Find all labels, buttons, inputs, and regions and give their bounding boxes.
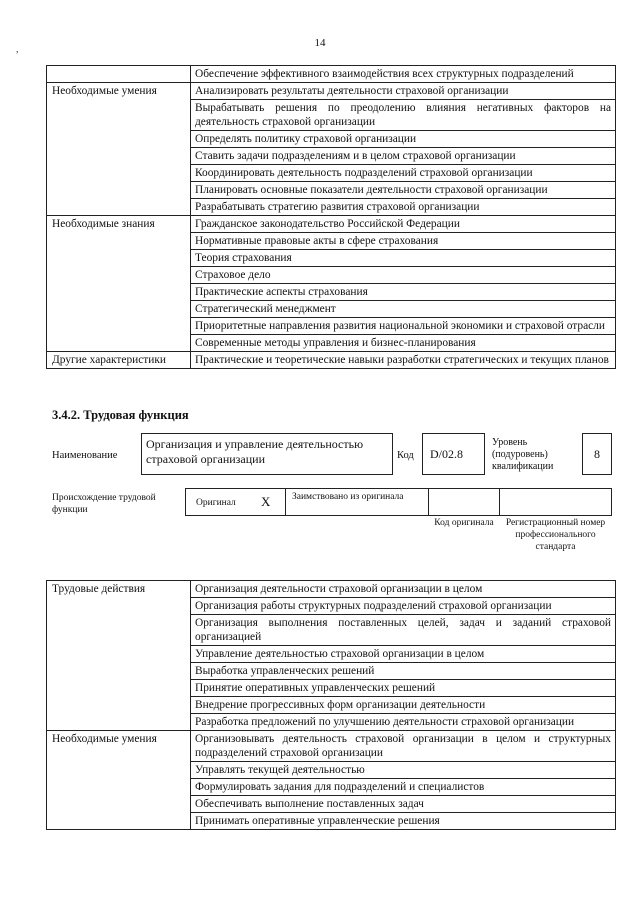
- table-row: [47, 731, 616, 762]
- row-item: Вырабатывать решения по преодолению влияния негативных факторов на деятельность страховой организации: [191, 100, 616, 131]
- page-number: 14: [314, 37, 326, 49]
- code-original-label: Код оригинала: [434, 518, 494, 528]
- table-row: [47, 216, 616, 233]
- row-item: Нормативные правовые акты в сфере страхования: [191, 233, 616, 250]
- row-item: Выработка управленческих решений: [191, 663, 616, 680]
- row-item: Определять политику страховой организации: [191, 131, 616, 148]
- row-item: Современные методы управления и бизнес-планирования: [191, 335, 616, 352]
- reg-number-label: Регистрационный номер профессионального стандарта: [505, 518, 606, 552]
- row-item: Принятие оперативных управленческих решений: [191, 680, 616, 697]
- level-value: 8: [594, 447, 600, 461]
- name-label: Наименование: [52, 450, 118, 461]
- code-box: [422, 433, 485, 475]
- row-item: Анализировать результаты деятельности страховой организации: [191, 83, 616, 100]
- original-mark: X: [261, 494, 271, 509]
- row-label: Необходимые умения: [47, 731, 191, 830]
- row-label: Трудовые действия: [47, 581, 191, 731]
- row-item: Обеспечивать выполнение поставленных задач: [191, 796, 616, 813]
- level-box: [582, 433, 612, 475]
- row-item: Организовывать деятельность страховой организации в целом и структурных подразделений страховой организации: [191, 731, 616, 762]
- row-item: Организация работы структурных подразделений страховой организации: [191, 598, 616, 615]
- table-row: [47, 66, 616, 83]
- row-item: Управлять текущей деятельностью: [191, 762, 616, 779]
- section-title: 3.4.2. Трудовая функция: [52, 408, 189, 422]
- reg-number-box: [499, 488, 612, 516]
- labor-actions-table: [46, 580, 616, 830]
- row-item: Планировать основные показатели деятельности страховой организации: [191, 182, 616, 199]
- row-item: Формулировать задания для подразделений и специалистов: [191, 779, 616, 796]
- function-name-box: [141, 433, 393, 475]
- row-item: Гражданское законодательство Российской Федерации: [191, 216, 616, 233]
- row-item: Организация выполнения поставленных целей, задач и заданий страховой организацией: [191, 615, 616, 646]
- borrowed-box: [285, 488, 429, 516]
- table-row: [47, 83, 616, 100]
- row-label: Необходимые знания: [47, 216, 191, 352]
- row-item: Ставить задачи подразделениям и в целом страховой организации: [191, 148, 616, 165]
- row-item: Страховое дело: [191, 267, 616, 284]
- row-item: Координировать деятельность подразделений страховой организации: [191, 165, 616, 182]
- origin-label: Происхождение трудовой функции: [52, 493, 156, 515]
- row-label: Другие характеристики: [47, 352, 191, 369]
- row-item: Практические аспекты страхования: [191, 284, 616, 301]
- code-original-box: [428, 488, 500, 516]
- code-value: D/02.8: [430, 447, 463, 461]
- table-row: [47, 352, 616, 369]
- row-item: Стратегический менеджмент: [191, 301, 616, 318]
- row-label: Необходимые умения: [47, 83, 191, 216]
- function-name-value: Организация и управление деятельностью страховой организации: [146, 437, 364, 466]
- code-label: Код: [397, 450, 414, 461]
- row-label: [47, 66, 191, 83]
- original-label: Оригинал: [196, 498, 236, 508]
- row-item: Приоритетные направления развития национальной экономики и страховой отрасли: [191, 318, 616, 335]
- row-item: Организация деятельности страховой организации в целом: [191, 581, 616, 598]
- row-item: Разработка предложений по улучшению деятельности страховой организации: [191, 714, 616, 731]
- margin-mark: ,: [16, 44, 19, 55]
- row-item: Разрабатывать стратегию развития страховой организации: [191, 199, 616, 216]
- row-item: Внедрение прогрессивных форм организации деятельности: [191, 697, 616, 714]
- row-item: Управление деятельностью страховой организации в целом: [191, 646, 616, 663]
- row-item: Принимать оперативные управленческие решения: [191, 813, 616, 830]
- row-item: Практические и теоретические навыки разработки стратегических и текущих планов: [191, 352, 616, 369]
- skills-knowledge-table: [46, 65, 616, 369]
- row-item: Обеспечение эффективного взаимодействия всех структурных подразделений: [191, 66, 616, 83]
- table-row: [47, 581, 616, 598]
- original-box: [185, 488, 286, 516]
- borrowed-label: Заимствовано из оригинала: [292, 492, 404, 502]
- level-label: Уровень (подуровень) квалификации: [492, 437, 554, 472]
- row-item: Теория страхования: [191, 250, 616, 267]
